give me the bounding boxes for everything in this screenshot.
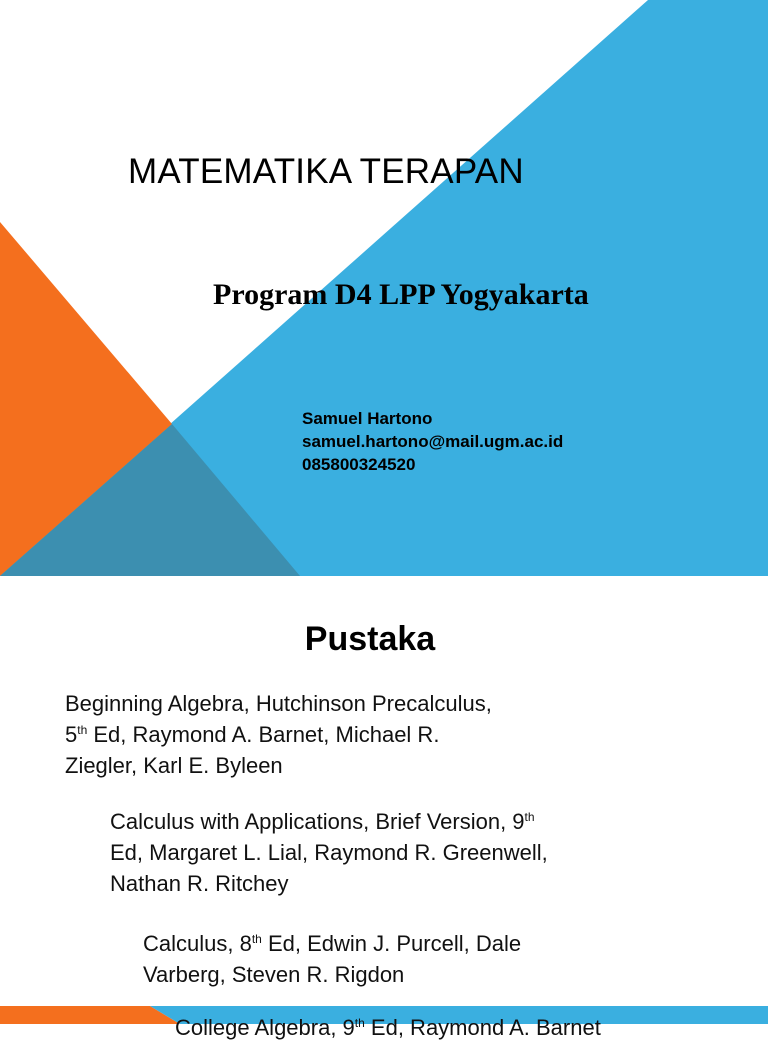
reference-line: Varberg, Steven R. Rigdon <box>143 962 405 987</box>
edition-number: 5 <box>65 722 78 747</box>
reference-text: Ed, Raymond A. Barnet, Michael R. <box>87 722 440 747</box>
reference-line: Nathan R. Ritchey <box>110 871 289 896</box>
edition-suffix: th <box>524 810 535 824</box>
reference-item-3 <box>143 928 603 990</box>
slide-subtitle: Program D4 LPP Yogyakarta <box>213 278 589 311</box>
reference-text: Ed, Raymond A. Barnet <box>364 1015 601 1040</box>
reference-text: Calculus, 8 <box>143 931 252 956</box>
reference-line <box>175 1012 735 1043</box>
reference-text: College Algebra, 9 <box>175 1015 355 1040</box>
reference-text: Calculus with Applications, Brief Version, 9 <box>110 809 525 834</box>
edition-suffix: th <box>251 932 262 946</box>
reference-line <box>65 719 585 750</box>
reference-line <box>143 928 603 959</box>
author-email: samuel.hartono@mail.ugm.ac.id <box>302 432 564 451</box>
reference-line: Beginning Algebra, Hutchinson Precalculus, <box>65 691 492 716</box>
author-phone: 085800324520 <box>302 455 416 474</box>
reference-line: Ed, Margaret L. Lial, Raymond R. Greenwell, <box>110 840 548 865</box>
reference-item-2 <box>110 806 630 899</box>
slide-title: MATEMATIKA TERAPAN <box>128 152 524 191</box>
author-contact-block <box>302 407 563 476</box>
author-name: Samuel Hartono <box>302 409 433 428</box>
reference-line: Ziegler, Karl E. Byleen <box>65 753 283 778</box>
references-slide <box>0 576 768 1040</box>
edition-suffix: th <box>354 1016 365 1030</box>
edition-suffix: th <box>77 723 88 737</box>
slide-title: Pustaka <box>304 620 436 658</box>
reference-text: Ed, Edwin J. Purcell, Dale <box>261 931 522 956</box>
bottom-orange-shape <box>0 1006 180 1024</box>
reference-line <box>110 806 630 837</box>
reference-item-4 <box>175 1012 735 1043</box>
reference-item-1 <box>65 688 585 781</box>
